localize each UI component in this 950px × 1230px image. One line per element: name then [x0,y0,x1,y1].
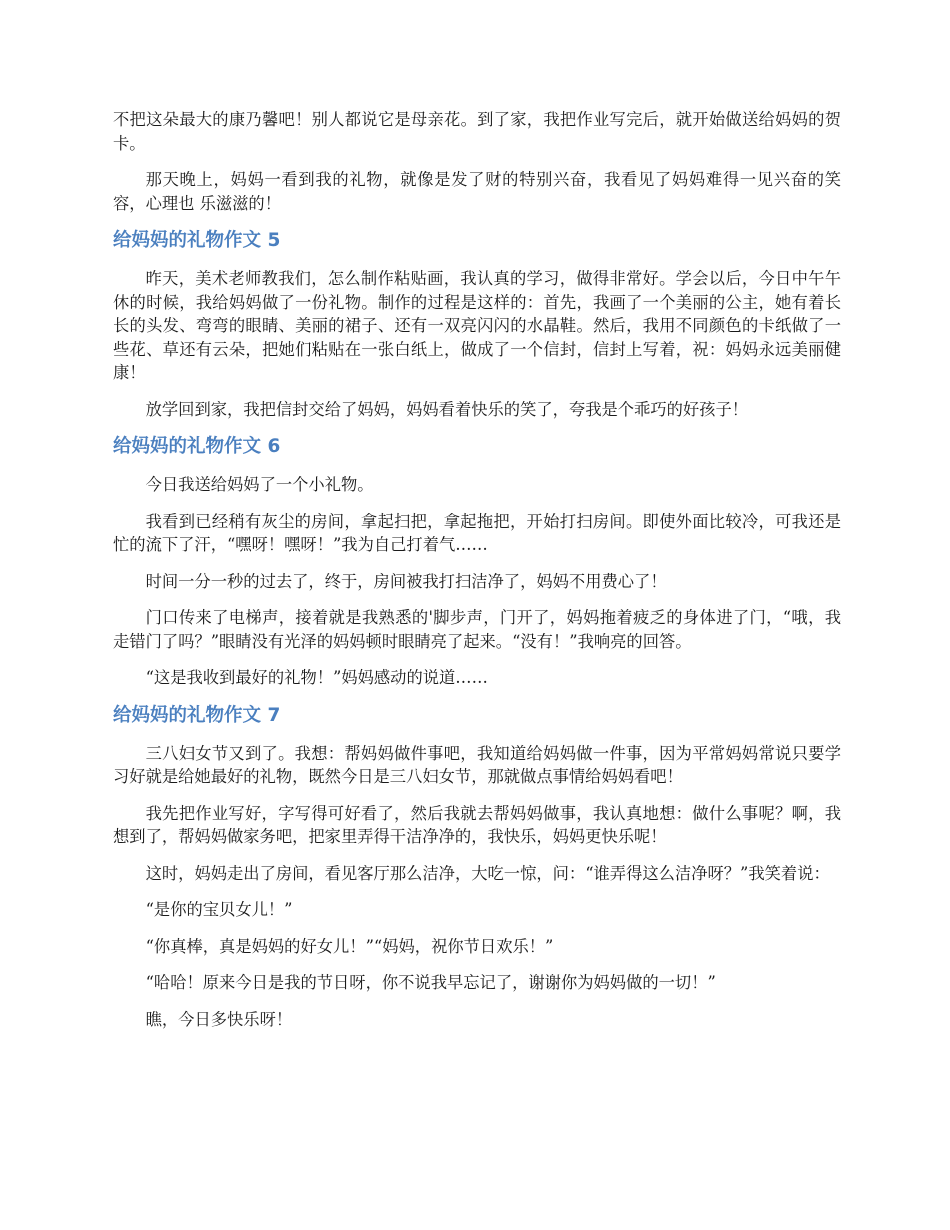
paragraph: “哈哈！原来今日是我的节日呀，你不说我早忘记了，谢谢你为妈妈做的一切！” [145,973,716,992]
paragraph: 那天晚上，妈妈一看到我的礼物，就像是发了财的特别兴奋，我看见了妈妈难得一见兴奋的笑容，心理也 乐滋滋的！ [113,170,841,213]
paragraph: 三八妇女节又到了。我想：帮妈妈做件事吧，我知道给妈妈做一件事，因为平常妈妈常说只要学习好就是给她最好的礼物，既然今日是三八妇女节，那就做点事情给妈妈看吧！ [113,743,841,786]
paragraph: 瞧，今日多快乐呀！ [145,1009,293,1029]
paragraph: “这是我收到最好的礼物！”妈妈感动的说道…… [145,668,488,687]
paragraph: 我先把作业写好，字写得可好看了，然后我就去帮妈妈做事，我认真地想：做什么事呢？啊，我想到了，帮妈妈做家务吧，把家里弄得干洁净净的，我快乐，妈妈更快乐呢！ [113,803,841,846]
section-heading: 给妈妈的礼物作文 5 [113,230,281,251]
paragraph: 门口传来了电梯声，接着就是我熟悉的'脚步声，门开了，妈妈拖着疲乏的身体进了门，“哦，我走错门了吗？”眼睛没有光泽的妈妈顿时眼睛亮了起来。“没有！”我响亮的回答。 [113,608,841,651]
paragraph: 我看到已经稍有灰尘的房间，拿起扫把，拿起拖把，开始打扫房间。即使外面比较冷，可我还是忙的流下了汗，“嘿呀！嘿呀！”我为自己打着气…… [113,511,841,554]
document-page [113,108,841,1044]
paragraph: 今日我送给妈妈了一个小礼物。 [145,475,374,494]
paragraph: “你真棒，真是妈妈的好女儿！”“妈妈，祝你节日欢乐！” [145,936,554,956]
paragraph: 放学回到家，我把信封交给了妈妈，妈妈看着快乐的笑了，夸我是个乖巧的好孩子！ [145,399,749,419]
paragraph: 不把这朵最大的康乃馨吧！别人都说它是母亲花。到了家，我把作业写完后，就开始做送给妈妈的贺卡。 [113,110,841,153]
paragraph: “是你的宝贝女儿！” [145,900,293,919]
paragraph: 时间一分一秒的过去了，终于，房间被我打扫洁净了，妈妈不用费心了！ [145,571,667,591]
paragraph: 这时，妈妈走出了房间，看见客厅那么洁净，大吃一惊，问：“谁弄得这么洁净呀？”我笑着说： [145,863,830,883]
section-heading: 给妈妈的礼物作文 7 [113,704,281,726]
paragraph: 昨天，美术老师教我们，怎么制作粘贴画，我认真的学习，做得非常好。学会以后，今日中午午休的时候，我给妈妈做了一份礼物。制作的过程是这样的：首先，我画了一个美丽的公主，她有着长长的头发、弯弯的眼睛、美丽的裙子、还有一双亮闪闪的水晶鞋。然后，我用不同颜色的卡纸做了一些花、草还有云朵，把她们粘贴在一张白纸上，做成了一个信封，信封上写着，祝：妈妈永远美丽健康！ [113,269,841,382]
section-heading: 给妈妈的礼物作文 6 [113,436,281,457]
